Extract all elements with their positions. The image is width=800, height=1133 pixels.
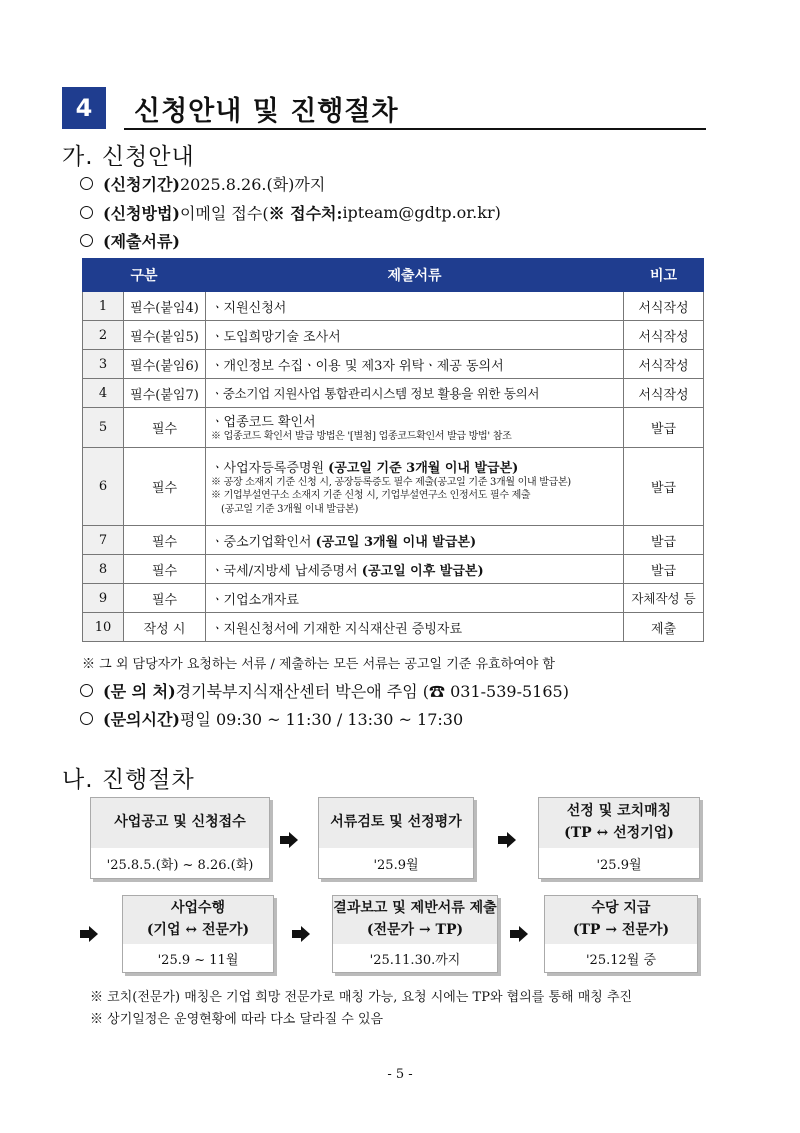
arrow-right-icon: [498, 832, 516, 848]
email-address: ipteam@gdtp.or.kr): [342, 203, 501, 222]
row-document: ㆍ지원신청서에 기재한 지식재산권 증빙자료: [206, 613, 624, 642]
table-row: [83, 584, 704, 613]
process-step-6: [544, 895, 698, 973]
section-underline: [124, 128, 706, 130]
page-number: - 5 -: [387, 1067, 413, 1082]
table-row: [83, 379, 704, 408]
row-document-cell: [206, 448, 624, 526]
item-label: (신청기간): [103, 175, 180, 194]
table-row: [83, 321, 704, 350]
row-document: ㆍ중소기업 지원사업 통합관리시스템 정보 활용을 위한 동의서: [206, 379, 624, 408]
step-title: [123, 896, 273, 944]
arrow-right-icon: [292, 926, 310, 942]
row-document: ㆍ사업자등록증명원: [211, 460, 329, 476]
process-step-5: [332, 895, 498, 973]
row-type: 작성 시: [124, 613, 206, 642]
step-title-line: 사업공고 및 신청접수: [114, 814, 246, 831]
row-document-note: ※ 공장 소재지 기준 신청 시, 공장등록증도 필수 제출(공고일 기준 3개월 이내 발급본): [211, 476, 571, 488]
row-remark: 발급: [624, 408, 704, 448]
item-text: 평일 09:30 ~ 11:30 / 13:30 ~ 17:30: [179, 710, 464, 729]
step-title-line: 선정 및 코치매칭: [566, 803, 672, 820]
row-document: ㆍ중소기업확인서: [211, 534, 316, 550]
item-label: (제출서류): [103, 232, 180, 251]
row-remark: 발급: [624, 526, 704, 555]
row-type: 필수(붙임7): [124, 379, 206, 408]
step-title: [319, 798, 473, 848]
row-number: 2: [83, 321, 124, 350]
arrow-right-icon: [510, 926, 528, 942]
circle-bullet-icon: [80, 684, 93, 697]
process-note: ※ 코치(전문가) 매칭은 기업 희망 전문가로 매칭 가능, 요청 시에는 TP와 협의를 통해 매칭 추진: [90, 990, 633, 1005]
item-text: 경기북부지식재산센터 박은애 주임 (☎ 031-539-5165): [175, 682, 569, 701]
table-row: [83, 408, 704, 448]
part-a-heading: 가. 신청안내: [62, 144, 195, 170]
circle-bullet-icon: [80, 712, 93, 725]
section-title: 신청안내 및 진행절차: [134, 95, 399, 127]
step-title-line: 결과보고 및 제반서류 제출: [333, 900, 497, 917]
item-period: [80, 172, 325, 195]
table-row: [83, 292, 704, 321]
step-date: '25.9 ~ 11월: [157, 952, 239, 968]
process-step-2: [318, 797, 474, 879]
item-contact-hours: [80, 707, 463, 730]
row-remark: 서식작성: [624, 292, 704, 321]
row-number: 8: [83, 555, 124, 584]
item-contact: [80, 679, 569, 702]
row-remark: 서식작성: [624, 350, 704, 379]
row-document-note: (공고일 기준 3개월 이내 발급본): [221, 503, 359, 515]
row-type: 필수: [124, 584, 206, 613]
step-date: '25.11.30.까지: [369, 952, 461, 968]
row-type: 필수(붙임6): [124, 350, 206, 379]
part-b-heading: 나. 진행절차: [62, 767, 195, 793]
item-label: (신청방법): [103, 204, 180, 223]
row-document-cell: [206, 555, 624, 584]
step-title-line: (TP ↔ 선정기업): [564, 825, 674, 841]
step-title-line: (기업 ↔ 전문가): [146, 922, 250, 938]
table-header-row: [83, 259, 704, 292]
step-date: '25.8.5.(화) ~ 8.26.(화): [106, 857, 254, 873]
header-remark: 비고: [624, 259, 704, 292]
row-type: 필수: [124, 448, 206, 526]
item-label: (문의시간): [103, 710, 180, 729]
item-note-mark: ※ 접수처:: [268, 204, 343, 223]
step-date: '25.9월: [596, 857, 642, 873]
header-category: 구분: [83, 259, 206, 292]
table-row: [83, 448, 704, 526]
row-document: ㆍ국세/지방세 납세증명서: [211, 563, 362, 579]
circle-bullet-icon: [80, 234, 93, 247]
circle-bullet-icon: [80, 177, 93, 190]
header-documents: 제출서류: [206, 259, 624, 292]
row-number: 4: [83, 379, 124, 408]
step-date: '25.9월: [373, 857, 419, 873]
process-step-4: [122, 895, 274, 973]
process-note: ※ 상기일정은 운영현황에 따라 다소 달라질 수 있음: [90, 1012, 384, 1027]
row-type: 필수: [124, 526, 206, 555]
step-date: '25.12월 중: [585, 952, 657, 968]
item-label: (문 의 처): [103, 682, 176, 701]
item-text: 이메일 접수(: [179, 204, 269, 223]
row-number: 6: [83, 448, 124, 526]
row-remark: 발급: [624, 448, 704, 526]
step-title: [91, 798, 269, 848]
row-document-note: ※ 업종코드 확인서 발급 방법은 '[별첨] 업종코드확인서 발급 방법' 참조: [211, 431, 512, 443]
row-number: 5: [83, 408, 124, 448]
table-footnote: ※ 그 외 담당자가 요청하는 서류 / 제출하는 모든 서류는 공고일 기준 유효하여야 함: [82, 657, 555, 672]
process-step-3: [538, 797, 700, 879]
step-title-line: (TP → 전문가): [572, 922, 670, 938]
row-document: ㆍ지원신청서: [206, 292, 624, 321]
arrow-right-icon: [280, 832, 298, 848]
table-row: [83, 613, 704, 642]
row-number: 9: [83, 584, 124, 613]
step-title: [545, 896, 697, 944]
row-number: 3: [83, 350, 124, 379]
row-type: 필수: [124, 408, 206, 448]
row-number: 7: [83, 526, 124, 555]
process-step-1: [90, 797, 270, 879]
step-title: [333, 896, 497, 944]
item-docs: [80, 229, 180, 252]
row-document-emphasis: (공고일 3개월 이내 발급본): [315, 534, 477, 550]
step-title-line: 서류검토 및 선정평가: [330, 814, 462, 831]
step-title-line: 수당 지급: [591, 900, 651, 917]
row-document-cell: [206, 526, 624, 555]
row-type: 필수: [124, 555, 206, 584]
table-row: [83, 555, 704, 584]
row-remark: 자체작성 등: [624, 584, 704, 613]
documents-table: [82, 258, 704, 642]
row-document-emphasis: (공고일 기준 3개월 이내 발급본): [328, 460, 519, 476]
arrow-right-icon: [80, 926, 98, 942]
row-type: 필수(붙임5): [124, 321, 206, 350]
step-title-line: (전문가 → TP): [366, 922, 464, 938]
row-remark: 서식작성: [624, 321, 704, 350]
item-text: 2025.8.26.(화)까지: [179, 175, 326, 194]
circle-bullet-icon: [80, 206, 93, 219]
row-remark: 서식작성: [624, 379, 704, 408]
section-number: 4: [62, 87, 106, 129]
table-row: [83, 526, 704, 555]
row-number: 1: [83, 292, 124, 321]
table-row: [83, 350, 704, 379]
row-document: ㆍ개인정보 수집ㆍ이용 및 제3자 위탁ㆍ제공 동의서: [206, 350, 624, 379]
row-document-note: ※ 기업부설연구소 소재지 기준 신청 시, 기업부설연구소 인정서도 필수 제출: [211, 490, 531, 502]
row-number: 10: [83, 613, 124, 642]
step-title-line: 사업수행: [170, 900, 226, 917]
row-document-cell: [206, 408, 624, 448]
item-method: [80, 201, 501, 224]
row-remark: 발급: [624, 555, 704, 584]
row-document-emphasis: (공고일 이후 발급본): [361, 563, 484, 579]
row-document: ㆍ업종코드 확인서: [211, 415, 316, 431]
row-document: ㆍ도입희망기술 조사서: [206, 321, 624, 350]
row-document: ㆍ기업소개자료: [206, 584, 624, 613]
row-remark: 제출: [624, 613, 704, 642]
step-title: [539, 798, 699, 848]
row-type: 필수(붙임4): [124, 292, 206, 321]
